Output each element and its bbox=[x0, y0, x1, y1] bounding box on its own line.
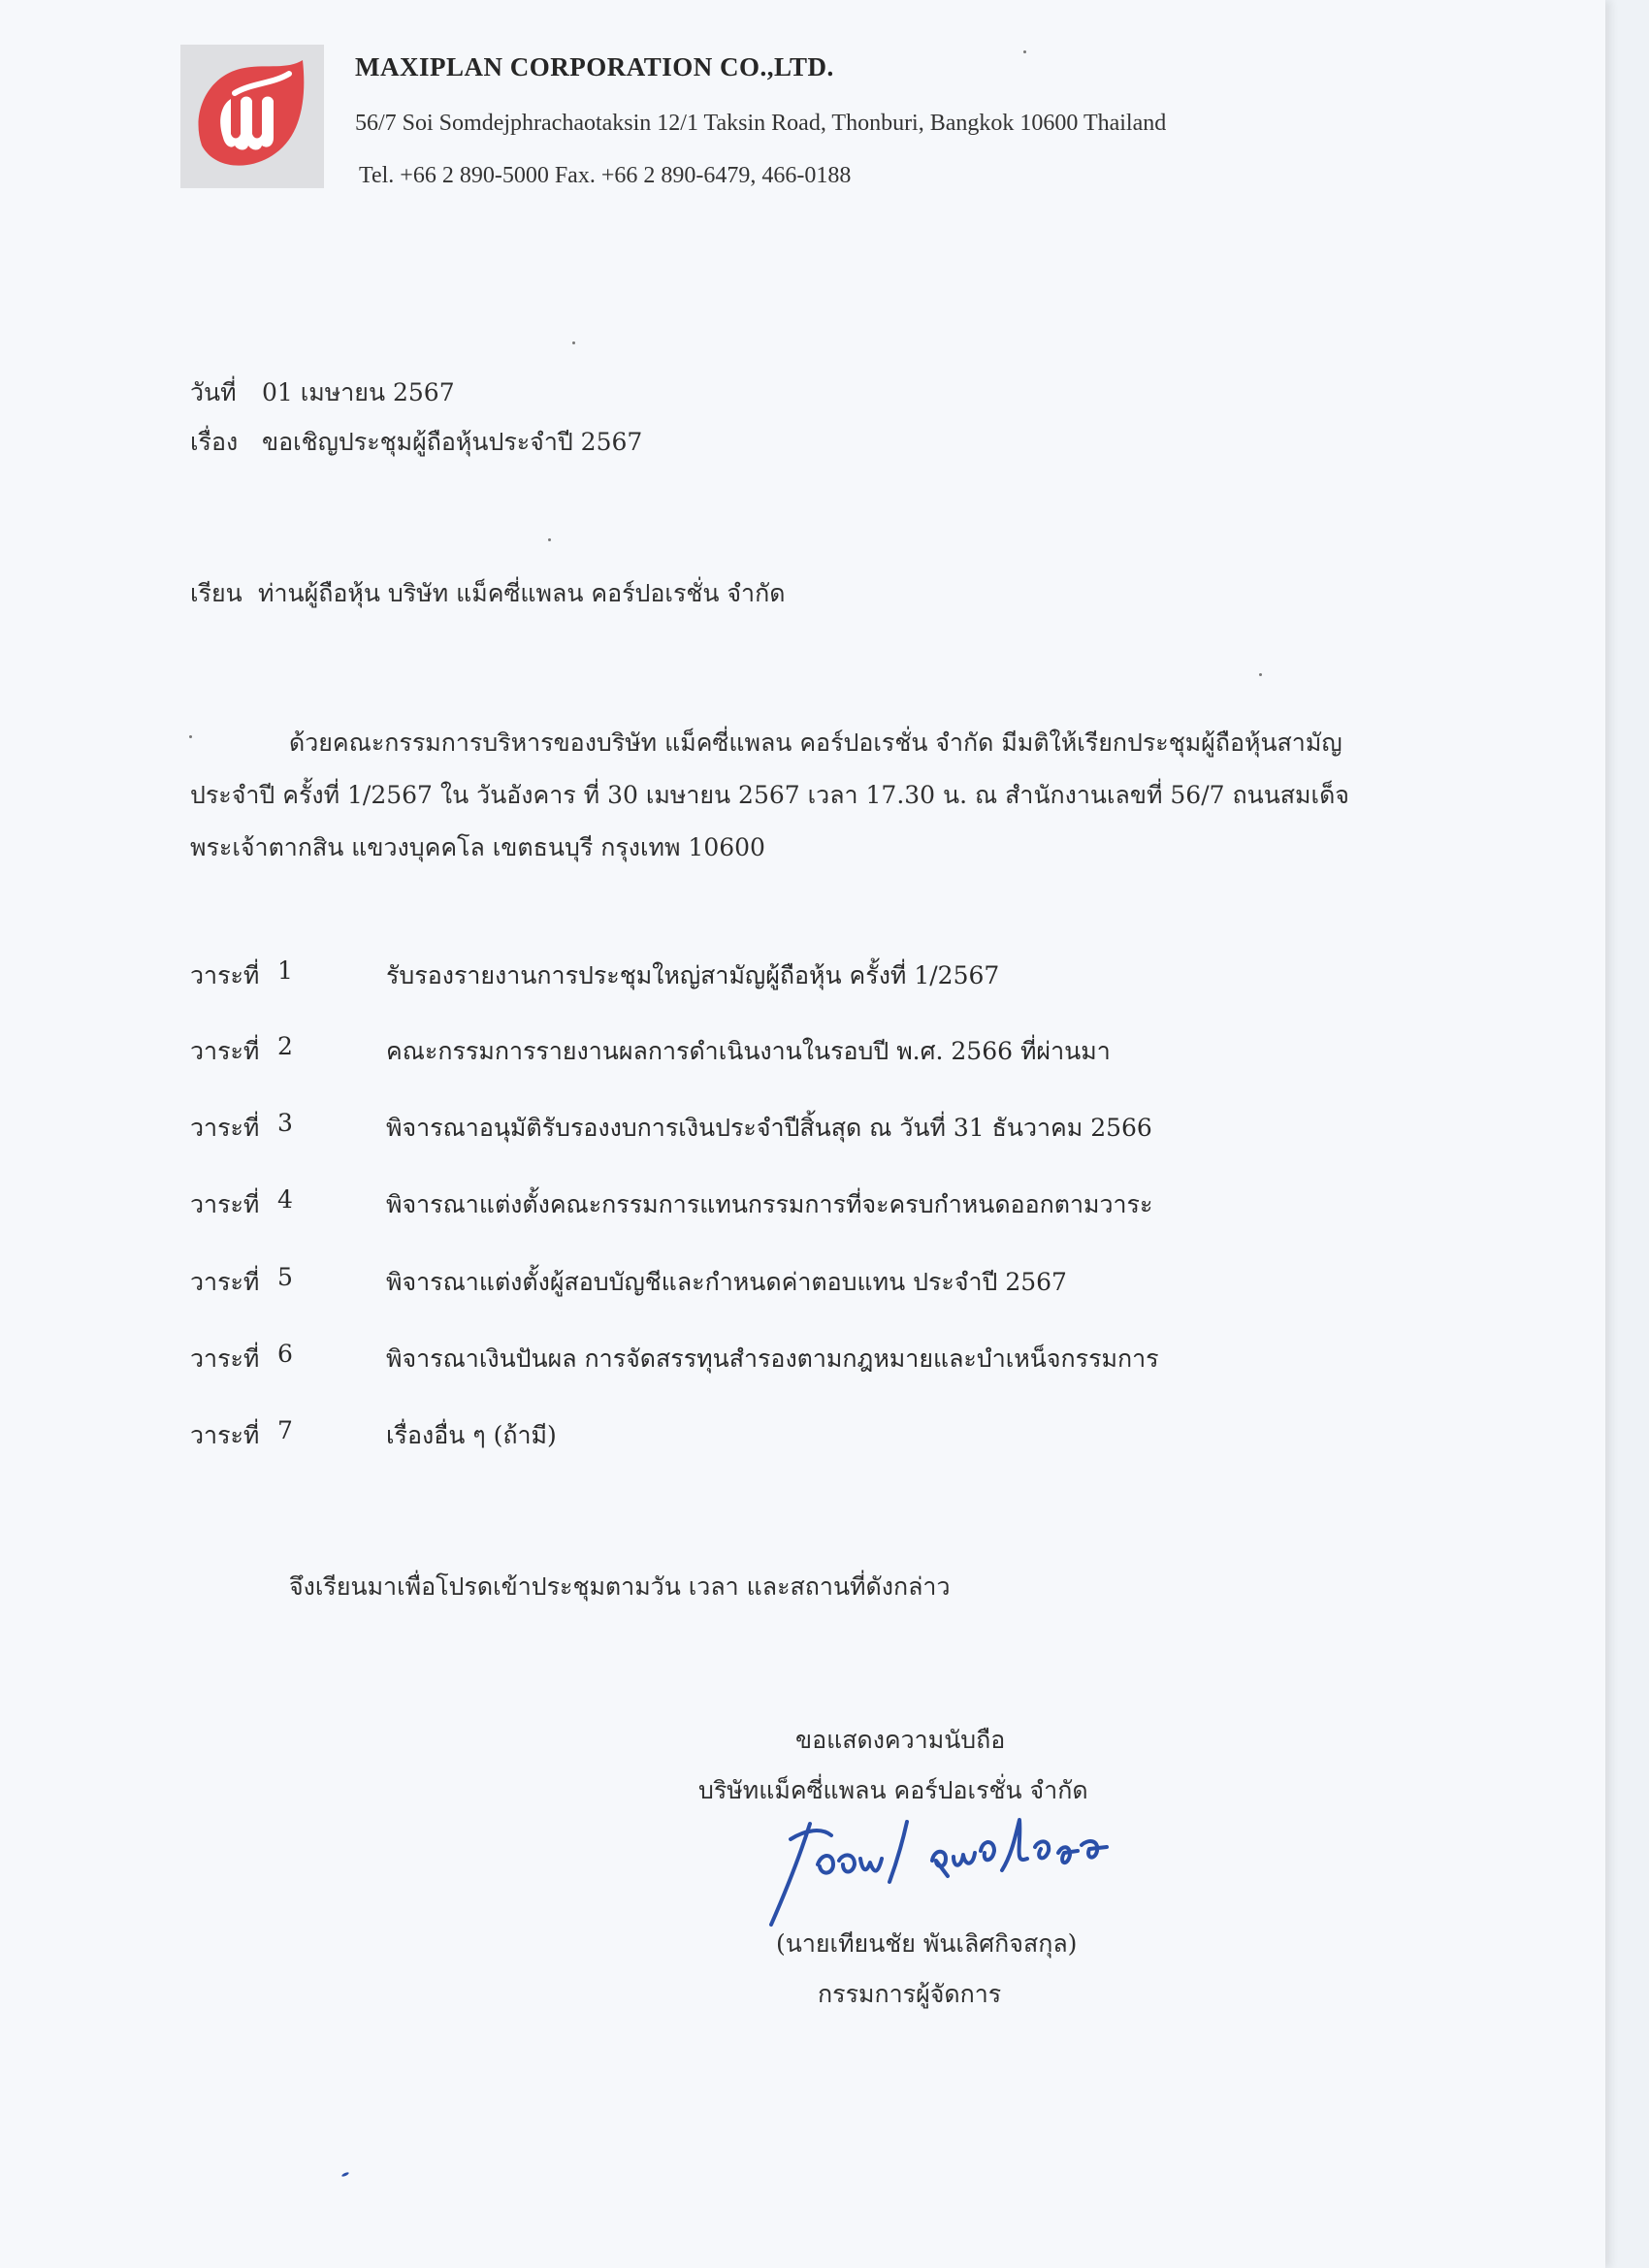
closing-regards: ขอแสดงความนับถือ bbox=[795, 1726, 1006, 1754]
company-name: MAXIPLAN CORPORATION CO.,LTD. bbox=[355, 52, 834, 81]
agenda-text: พิจารณาเงินปันผล การจัดสรรทุนสำรองตามกฎหมายและบำเหน็จกรรมการ bbox=[386, 1345, 1159, 1373]
agenda-text: พิจารณาอนุมัติรับรองงบการเงินประจำปีสิ้นสุด ณ วันที่ 31 ธันวาคม 2566 bbox=[386, 1114, 1152, 1142]
agenda-number: 4 bbox=[277, 1185, 293, 1214]
agenda-number: 1 bbox=[277, 956, 293, 985]
agenda-label: วาระที่ bbox=[190, 1190, 260, 1218]
agenda-label: วาระที่ bbox=[190, 1345, 260, 1373]
agenda-label: วาระที่ bbox=[190, 1037, 260, 1065]
subject-value: ขอเชิญประชุมผู้ถือหุ้นประจำปี 2567 bbox=[262, 428, 643, 456]
salutation-label: เรียน bbox=[190, 579, 242, 607]
agenda-label: วาระที่ bbox=[190, 1421, 260, 1449]
scan-speck bbox=[1259, 673, 1262, 676]
agenda-number: 6 bbox=[277, 1340, 293, 1368]
agenda-item bbox=[190, 1263, 1451, 1302]
scan-speck bbox=[189, 735, 192, 738]
agenda-text: เรื่องอื่น ๆ (ถ้ามี) bbox=[386, 1421, 557, 1449]
agenda-text: พิจารณาแต่งตั้งผู้สอบบัญชีและกำหนดค่าตอบแทน ประจำปี 2567 bbox=[386, 1268, 1067, 1296]
ink-mark bbox=[341, 2171, 350, 2177]
agenda-item bbox=[190, 1416, 1451, 1455]
agenda-item bbox=[190, 956, 1451, 995]
agenda-item bbox=[190, 1185, 1451, 1224]
company-contact: Tel. +66 2 890-5000 Fax. +66 2 890-6479, 466-0188 bbox=[359, 163, 852, 188]
body-line-2: ประจำปี ครั้งที่ 1/2567 ใน วันอังคาร ที่ 30 เมษายน 2567 เวลา 17.30 น. ณ สำนักงานเลขที่ 56/7 ถนนสมเด็จ bbox=[190, 781, 1349, 809]
agenda-label: วาระที่ bbox=[190, 1114, 260, 1142]
salutation-value: ท่านผู้ถือหุ้น บริษัท แม็คซี่แพลน คอร์ปอเรชั่น จำกัด bbox=[258, 579, 786, 607]
scan-speck bbox=[548, 538, 551, 541]
closing-text: จึงเรียนมาเพื่อโปรดเข้าประชุมตามวัน เวลา และสถานที่ดังกล่าว bbox=[289, 1572, 951, 1601]
signer-name: (นายเทียนชัย พันเลิศกิจสกุล) bbox=[776, 1929, 1078, 1958]
agenda-text: พิจารณาแต่งตั้งคณะกรรมการแทนกรรมการที่จะครบกำหนดออกตามวาระ bbox=[386, 1190, 1153, 1218]
date-value: 01 เมษายน 2567 bbox=[262, 378, 455, 406]
agenda-number: 5 bbox=[277, 1263, 293, 1291]
agenda-label: วาระที่ bbox=[190, 961, 260, 989]
agenda-label: วาระที่ bbox=[190, 1268, 260, 1296]
closing-company: บริษัทแม็คซี่แพลน คอร์ปอเรชั่น จำกัด bbox=[698, 1776, 1088, 1804]
agenda-text: คณะกรรมการรายงานผลการดำเนินงานในรอบปี พ.ศ. 2566 ที่ผ่านมา bbox=[386, 1037, 1111, 1065]
subject-label: เรื่อง bbox=[190, 428, 239, 456]
body-line-1: ด้วยคณะกรรมการบริหารของบริษัท แม็คซี่แพลน คอร์ปอเรชั่น จำกัด มีมติให้เรียกประชุมผู้ถือหุ้นสามัญ bbox=[289, 729, 1342, 757]
company-address: 56/7 Soi Somdejphrachaotaksin 12/1 Taksin Road, Thonburi, Bangkok 10600 Thailand bbox=[355, 111, 1167, 136]
body-line-3: พระเจ้าตากสิน แขวงบุคคโล เขตธนบุรี กรุงเทพ 10600 bbox=[190, 833, 765, 861]
date-label: วันที่ bbox=[190, 378, 237, 406]
scan-speck bbox=[1023, 50, 1026, 53]
agenda-number: 3 bbox=[277, 1109, 293, 1137]
agenda-item bbox=[190, 1109, 1451, 1148]
agenda-text: รับรองรายงานการประชุมใหญ่สามัญผู้ถือหุ้น ครั้งที่ 1/2567 bbox=[386, 961, 1000, 989]
maxiplan-logo-icon bbox=[180, 45, 324, 188]
signer-title: กรรมการผู้จัดการ bbox=[818, 1980, 1002, 2008]
signature-image bbox=[761, 1806, 1130, 1932]
agenda-number: 7 bbox=[277, 1416, 293, 1444]
scan-speck bbox=[572, 341, 575, 344]
agenda-item bbox=[190, 1340, 1451, 1378]
agenda-item bbox=[190, 1032, 1451, 1071]
agenda-number: 2 bbox=[277, 1032, 293, 1060]
